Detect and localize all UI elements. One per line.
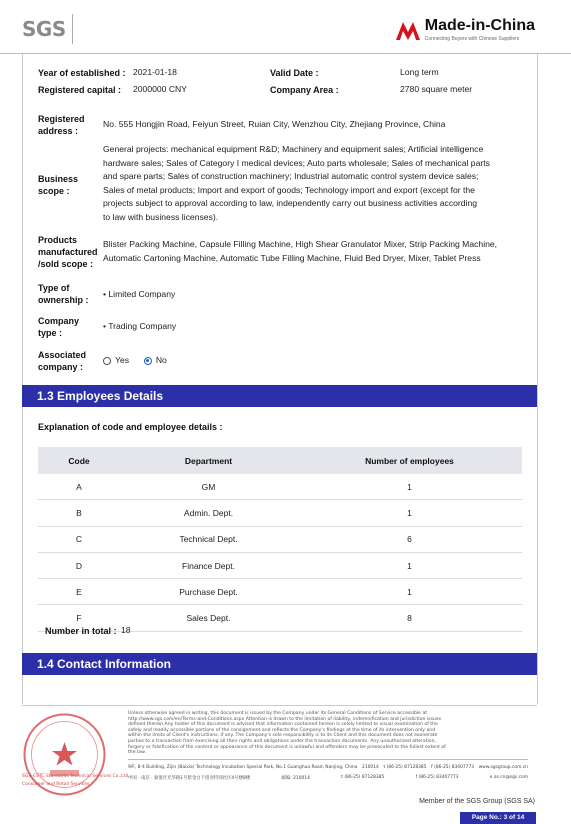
disclaimer-line: safely and readily accessible portions of the consignment and reflects the Company's findings at the time of its intervention only and [128, 727, 436, 733]
scope-line: hardware sales; Sales of Category I medical devices; Auto parts wholesale; Sales of mechanical parts [103, 157, 490, 168]
products-value [103, 238, 528, 265]
cell-department: Purchase Dept. [120, 579, 297, 605]
address-cn-zip: 邮编: 210014 [281, 776, 310, 781]
stamp-caption-2: Consumer and Retail Services [22, 782, 90, 787]
disclaimer-line: within the limits of Client's instructions, if any. The Company's sole responsibility is to its Client and this document does not exonerate [128, 733, 438, 739]
cell-department: GM [120, 474, 297, 500]
page-number-badge: Page No.: 3 of 14 [460, 812, 536, 824]
scope-line: projects subject to approval according to law, independently carry out business activities according [103, 198, 478, 208]
table-row [38, 526, 522, 552]
products-label-line-2: manufactured [38, 247, 98, 257]
column-header-department: Department [120, 447, 297, 474]
address-value: No. 555 Hongjin Road, Feiyun Street, Ruian City, Wenzhou City, Zhejiang Province, China [103, 119, 446, 129]
contact-section-header: 1.4 Contact Information [22, 653, 537, 675]
cell-department: Finance Dept. [120, 552, 297, 578]
ownership-value: • Limited Company [103, 289, 176, 299]
made-in-china-logo [395, 18, 535, 42]
cell-department: Sales Dept. [120, 605, 297, 631]
products-label-line-3: /sold scope : [38, 259, 94, 269]
table-row [38, 474, 522, 500]
capital-label: Registered capital : [38, 85, 122, 95]
business-scope-label-line-2: scope : [38, 186, 70, 196]
table-header-row [38, 447, 522, 474]
cell-count: 1 [297, 552, 522, 578]
footer-divider [22, 705, 537, 706]
cell-count: 6 [297, 526, 522, 552]
address-label-line-2: address : [38, 126, 79, 136]
cell-count: 1 [297, 579, 522, 605]
address-en-web: www.sgsgroup.com.cn [478, 765, 528, 770]
address-cn-street: 中国 · 南京 · 秦淮区光华路1号紫金白下创业特别社区4号楼8楼 [128, 776, 251, 781]
cell-code: B [38, 500, 120, 526]
column-header-employees: Number of employees [297, 447, 522, 474]
logo-divider [72, 14, 73, 44]
table-row [38, 579, 522, 605]
employees-section-header: 1.3 Employees Details [22, 385, 537, 407]
address-chinese [128, 775, 528, 781]
established-value: 2021-01-18 [133, 67, 177, 77]
cell-department: Admin. Dept. [120, 500, 297, 526]
scope-line: Sales of metal products; Import and export of goods; Technology import and export (except for the [103, 184, 475, 195]
mic-title: Made-in-China [424, 17, 535, 34]
total-value: 18 [121, 625, 131, 635]
ownership-label [38, 282, 89, 306]
address-label-line-1: Registered [38, 114, 85, 124]
associated-yes-label: Yes [115, 355, 130, 365]
cell-code: C [38, 526, 120, 552]
business-scope-value [103, 143, 528, 224]
valid-date-label: Valid Date : [270, 68, 319, 78]
made-in-china-mark-icon [395, 19, 421, 41]
valid-date-value: Long term [400, 67, 439, 77]
table-row [38, 552, 522, 578]
area-value: 2780 square meter [400, 84, 473, 94]
stamp-caption-1: SGS-CSTC Standards Technical Services Co.,Ltd. [22, 774, 130, 779]
scope-line: to law with business licenses). [103, 211, 219, 222]
table-row [38, 500, 522, 526]
address-cn-email: e as.cn@sgs.com [489, 775, 528, 780]
address-en-fax: f (86-25) 83407773 [431, 765, 475, 770]
scope-line: General projects: mechanical equipment R&D; Machinery and equipment sales; Artificial intelligence [103, 144, 484, 154]
sgs-logo-text: SGS [22, 17, 66, 41]
cell-department: Technical Dept. [120, 526, 297, 552]
disclaimer-line: Unless otherwise agreed in writing, this document is issued by the Company under its General Conditions of Service accessible at [128, 711, 428, 716]
ownership-label-line-1: Type of [38, 283, 70, 293]
products-line: Blister Packing Machine, Capsule Filling Machine, High Shear Granulator Mixer, Strip Packing Machine, [103, 239, 498, 249]
ownership-label-line-2: ownership : [38, 295, 89, 305]
associated-no-label: No [155, 355, 167, 365]
disclaimer-line: forgery or falsification of the content or appearance of this document is unlawful and offenders may be prosecuted to the fullest extent of [128, 744, 446, 750]
business-scope-label [38, 173, 78, 197]
disclaimer-line: the law. [128, 750, 146, 756]
address-en-zip: 210014 [362, 765, 379, 770]
associated-label-line-1: Associated [38, 350, 87, 360]
cell-code: F [38, 605, 120, 631]
cell-code: A [38, 474, 120, 500]
associated-no-radio[interactable] [144, 357, 152, 365]
cell-count: 1 [297, 500, 522, 526]
employees-table [38, 447, 522, 632]
disclaimer-line[interactable]: http://www.sgs.com/en/Terms-and-Conditions.aspx Attention is drawn to the limitation of liability, indemnification and jurisdiction issues [128, 716, 442, 722]
address-label [38, 113, 85, 137]
sgs-logo [22, 14, 84, 44]
company-type-label [38, 315, 79, 339]
associated-radio-group [103, 354, 167, 368]
products-label-line-1: Products [38, 235, 78, 245]
company-type-label-line-2: type : [38, 328, 63, 338]
column-header-code: Code [38, 447, 120, 474]
established-label: Year of established : [38, 68, 126, 78]
mic-subtitle: Connecting Buyers with Chinese Suppliers [424, 36, 520, 42]
address-english [128, 765, 528, 770]
products-label [38, 234, 98, 270]
associated-label [38, 349, 86, 373]
member-text: Member of the SGS Group (SGS SA) [419, 798, 535, 805]
company-type-value: • Trading Company [103, 321, 177, 331]
scope-line: and spare parts; Sales of construction machinery; Industrial automatic control system device sales; [103, 171, 479, 181]
cell-code: E [38, 579, 120, 605]
capital-value: 2000000 CNY [133, 84, 187, 94]
employees-explanation: Explanation of code and employee details : [38, 422, 223, 432]
cell-code: D [38, 552, 120, 578]
products-line: Automatic Cartoning Machine, Automatic Tube Filling Machine, Fluid Bed Dryer, Mixer, Tablet Press [103, 252, 481, 263]
address-divider [128, 759, 528, 760]
total-label: Number in total : [45, 626, 117, 636]
company-type-label-line-1: Company [38, 316, 80, 326]
address-cn-fax: f (86-25) 83407773 [415, 775, 459, 780]
disclaimer-line: defined therein.Any holder of this document is advised that information contained hereon is solely limited to visual examination of the [128, 722, 438, 728]
legal-disclaimer [128, 711, 524, 756]
address-cn-tel: t (86-25) 87128385 [341, 775, 385, 780]
area-label: Company Area : [270, 85, 339, 95]
associated-yes-radio[interactable] [103, 357, 111, 365]
cell-count: 8 [297, 605, 522, 631]
business-scope-label-line-1: Business [38, 174, 79, 184]
address-en-tel: t (86-25) 87128385 [383, 765, 427, 770]
disclaimer-line: parties to a transaction from exercising all their rights and obligations under the transaction documents. Any unauthorized alteration, [128, 738, 436, 744]
associated-label-line-2: company : [38, 362, 84, 372]
cell-count: 1 [297, 474, 522, 500]
address-en-street: 9/F, 8-4 Building, Zijin (Baixia) Technology Incubation Special Park, No.1 Guanghua Road, Nanjing, China [128, 765, 358, 770]
